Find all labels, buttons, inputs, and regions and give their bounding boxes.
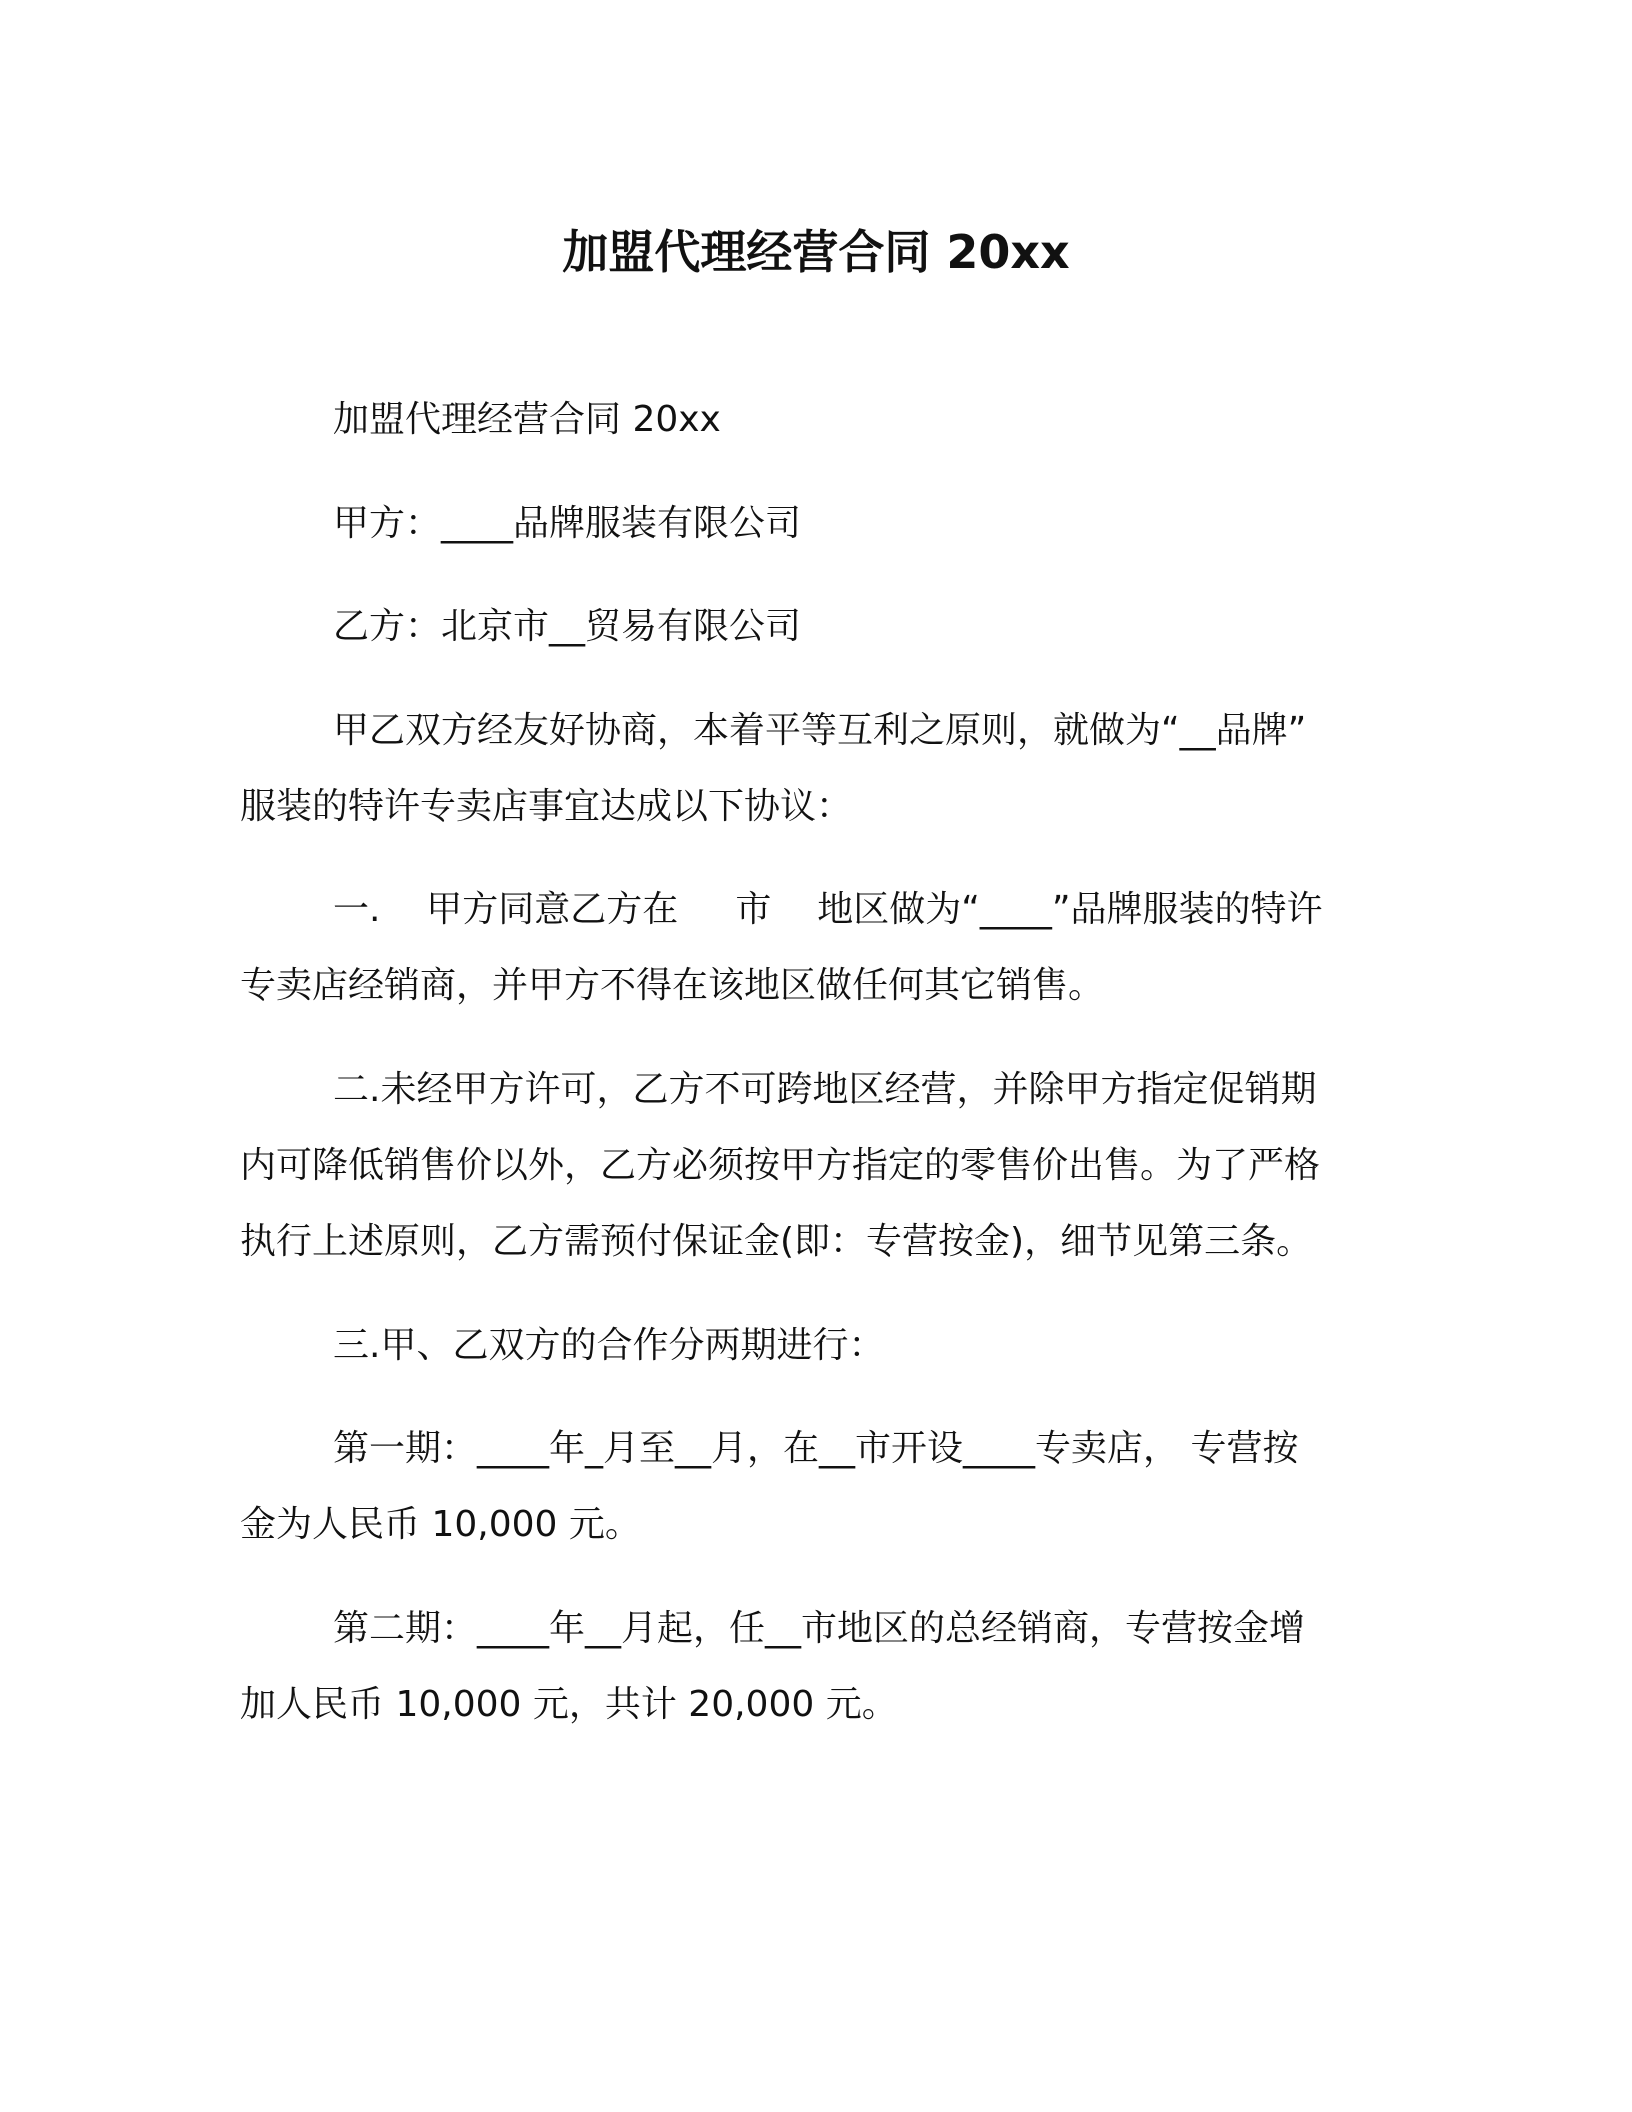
clause-1-line-1: 一. 甲方同意乙方在 市 地区做为“____”品牌服装的特许	[333, 889, 1323, 930]
party-b-line: 乙方：北京市__贸易有限公司	[333, 606, 802, 647]
phase-2-line-1: 第二期：____年__月起，任__市地区的总经销商，专营按金增	[333, 1608, 1306, 1649]
phase-1-line-1: 第一期：____年_月至__月，在__市开设____专卖店， 专营按	[333, 1428, 1299, 1469]
clause-2-line-1: 二.未经甲方许可，乙方不可跨地区经营，并除甲方指定促销期	[333, 1069, 1317, 1110]
phase-1-line-2: 金为人民币 10,000 元。	[240, 1504, 641, 1545]
document-subtitle: 加盟代理经营合同 20xx	[333, 399, 721, 440]
document-title: 加盟代理经营合同 20xx	[562, 225, 1070, 279]
clause-3-heading: 三.甲、乙双方的合作分两期进行：	[333, 1325, 885, 1366]
clause-2-line-2: 内可降低销售价以外，乙方必须按甲方指定的零售价出售。为了严格	[240, 1145, 1321, 1186]
clause-1-line-2: 专卖店经销商，并甲方不得在该地区做任何其它销售。	[240, 965, 1105, 1006]
party-a-line: 甲方：____品牌服装有限公司	[333, 503, 802, 544]
clause-2-line-3: 执行上述原则，乙方需预付保证金(即：专营按金)，细节见第三条。	[240, 1221, 1313, 1262]
intro-line-2: 服装的特许专卖店事宜达成以下协议：	[240, 786, 853, 827]
intro-line-1: 甲乙双方经友好协商，本着平等互利之原则，就做为“__品牌”	[333, 710, 1307, 751]
phase-2-line-2: 加人民币 10,000 元，共计 20,000 元。	[240, 1684, 898, 1725]
